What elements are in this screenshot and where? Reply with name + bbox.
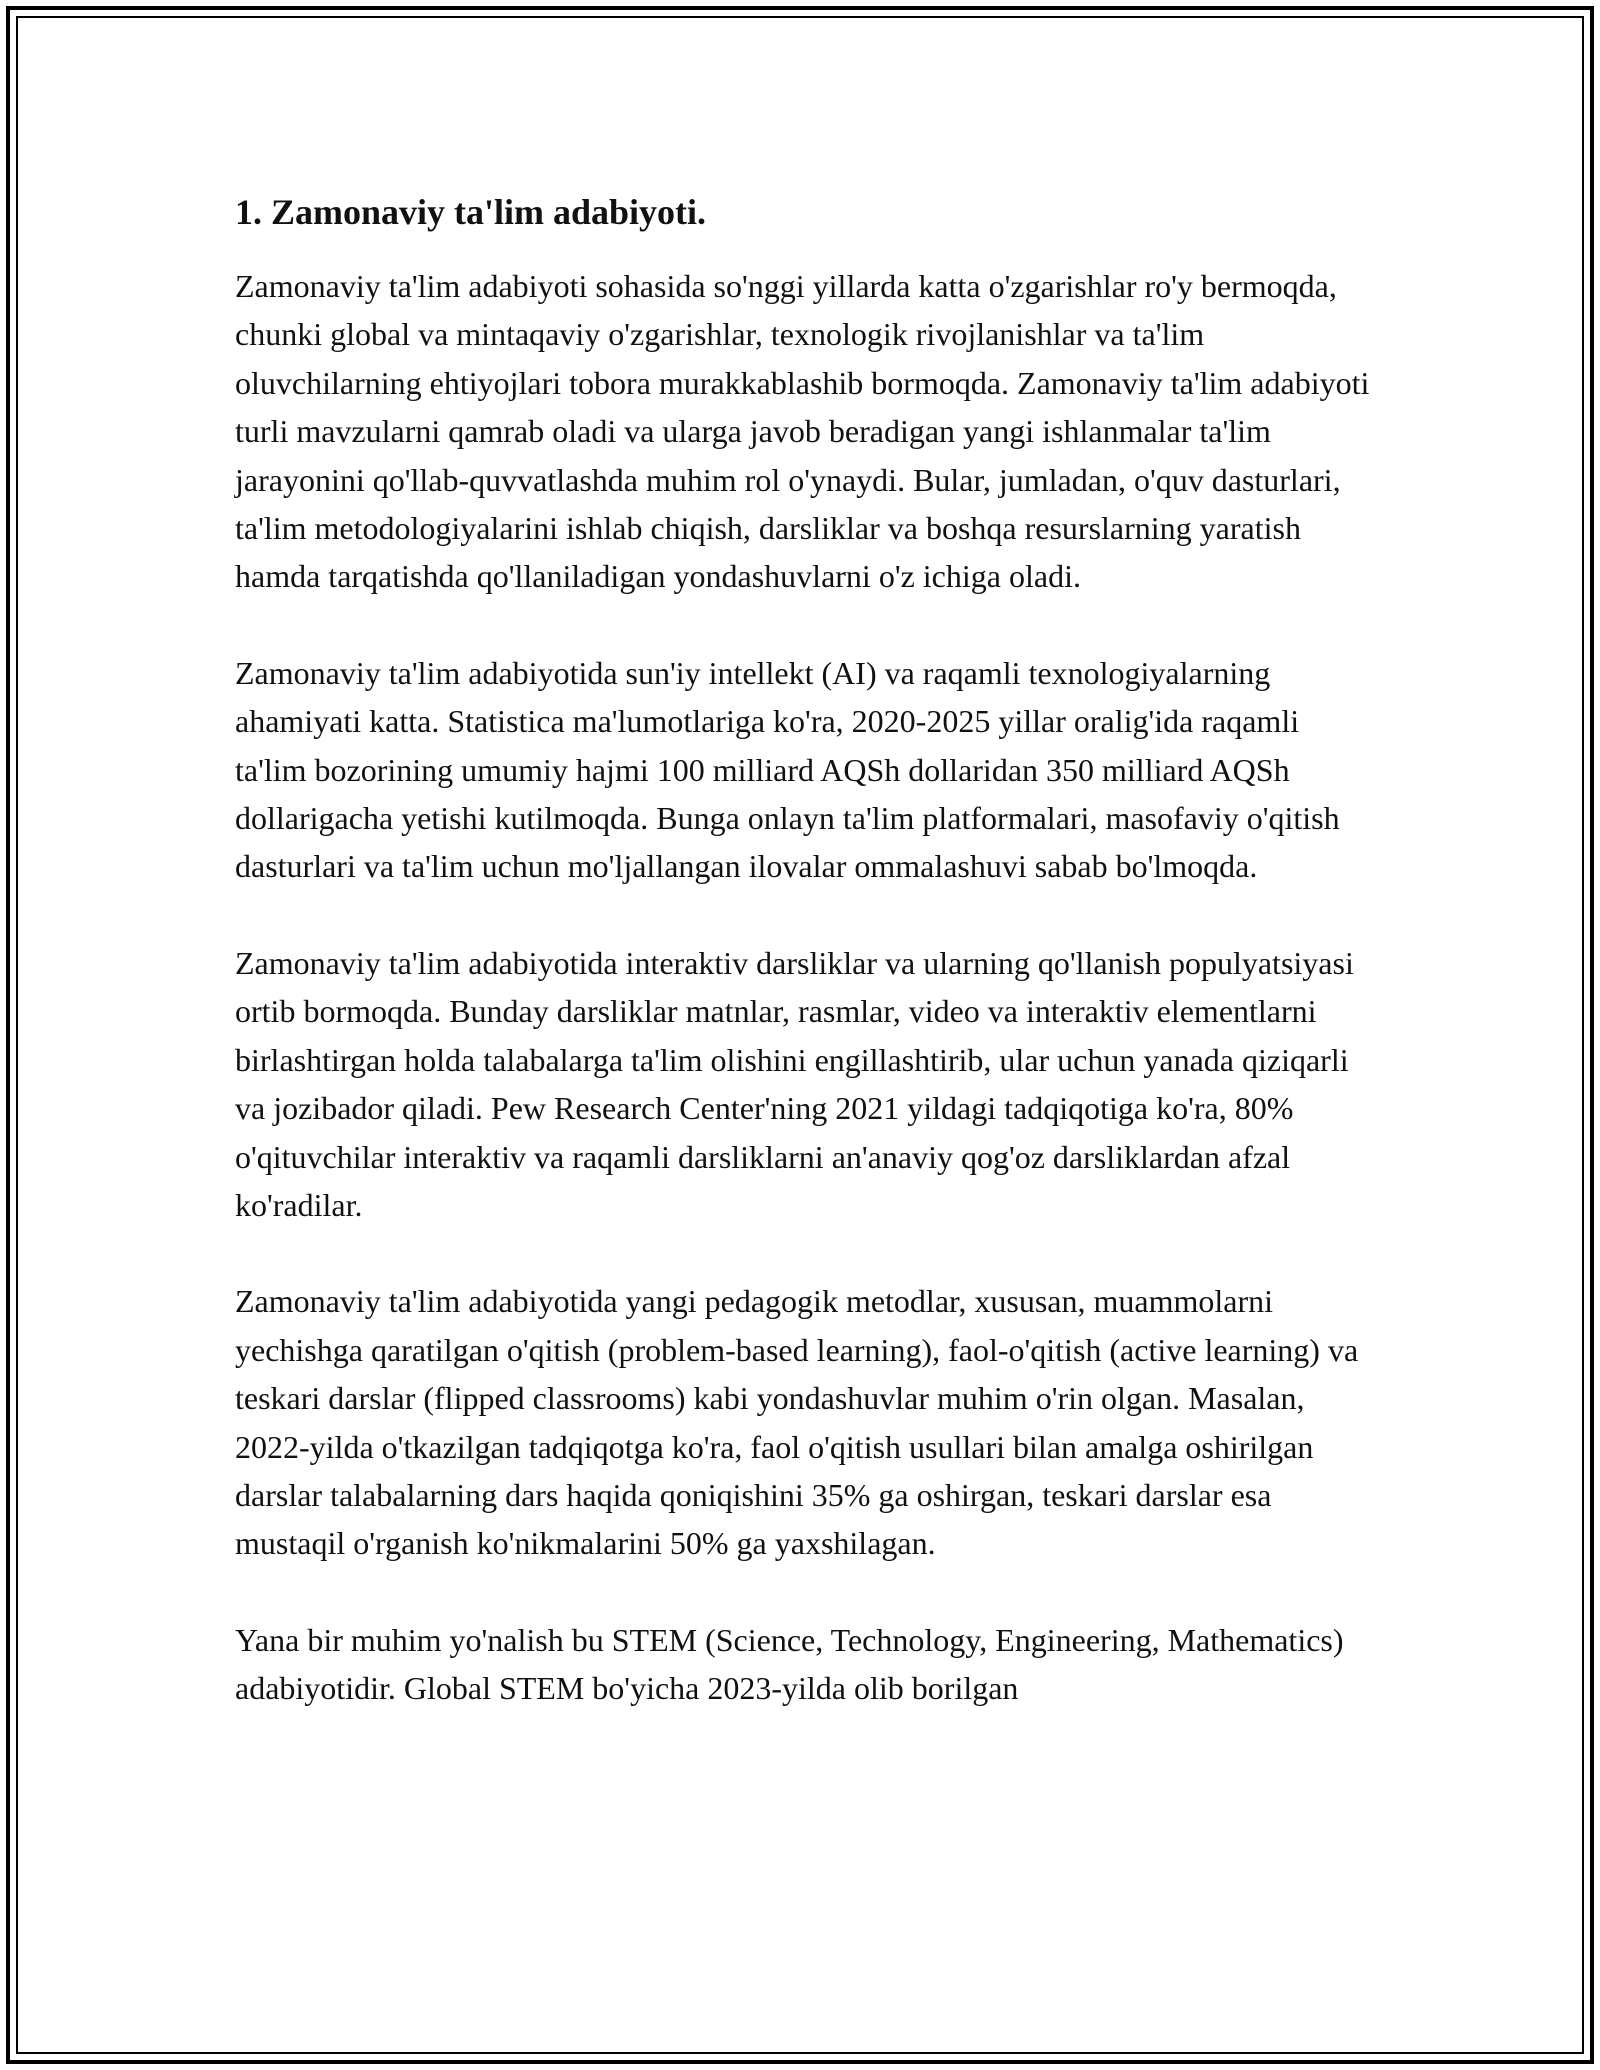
paragraph-4: Zamonaviy ta'lim adabiyotida yangi pedagogik metodlar, xususan, muammolarni yechishga qaratilgan o'qitish (problem-based learning), faol-o'qitish (active learning) va teskari darslar (flipped classrooms) kabi yondashuvlar muhim o'rin olgan. Masalan, 2022-yilda o'tkazilgan tadqiqotga ko'ra, faol o'qitish usullari bilan amalga oshirilgan darslar talabalarning dars haqida qoniqishini 35% ga oshirgan, teskari darslar esa mustaqil o'rganish ko'nikmalarini 50% ga yaxshilagan.	[235, 1283, 1359, 1562]
section-heading: 1. Zamonaviy ta'lim adabiyoti.	[235, 192, 707, 232]
document-content	[235, 190, 1375, 1761]
paragraph-2: Zamonaviy ta'lim adabiyotida sun'iy intellekt (AI) va raqamli texnologiyalarning ahamiyati katta. Statistica ma'lumotlariga ko'ra, 2020-2025 yillar oralig'ida raqamli ta'lim bozorining umumiy hajmi 100 milliard AQSh dollaridan 350 milliard AQSh dollarigacha yetishi kutilmoqda. Bunga onlayn ta'lim platformalari, masofaviy o'qitish dasturlari va ta'lim uchun mo'ljallangan ilovalar ommalashuvi sabab bo'lmoqda.	[235, 654, 1340, 885]
paragraph-5: Yana bir muhim yo'nalish bu STEM (Science, Technology, Engineering, Mathematics) adabiyotidir. Global STEM bo'yicha 2023-yilda olib borilgan	[235, 1621, 1344, 1707]
paragraph-1: Zamonaviy ta'lim adabiyoti sohasida so'nggi yillarda katta o'zgarishlar ro'y bermoqda, chunki global va mintaqaviy o'zgarishlar, texnologik rivojlanishlar va ta'lim oluvchilarning ehtiyojlari tobora murakkablashib bormoqda. Zamonaviy ta'lim adabiyoti turli mavzularni qamrab oladi va ularga javob beradigan yangi ishlanmalar ta'lim jarayonini qo'llab-quvvatlashda muhim rol o'ynaydi. Bular, jumladan, o'quv dasturlari, ta'lim metodologiyalarini ishlab chiqish, darsliklar va boshqa resurslarning yaratish hamda tarqatishda qo'llaniladigan yondashuvlarni o'z ichiga oladi.	[235, 268, 1370, 595]
paragraph-3: Zamonaviy ta'lim adabiyotida interaktiv darsliklar va ularning qo'llanish populyatsiyasi ortib bormoqda. Bunday darsliklar matnlar, rasmlar, video va interaktiv elementlarni birlashtirgan holda talabalarga ta'lim olishini engillashtirib, ular uchun yanada qiziqarli va jozibador qiladi. Pew Research Center'ning 2021 yildagi tadqiqotiga ko'ra, 80% o'qituvchilar interaktiv va raqamli darsliklarni an'anaviy qog'oz darsliklardan afzal ko'radilar.	[235, 944, 1354, 1223]
